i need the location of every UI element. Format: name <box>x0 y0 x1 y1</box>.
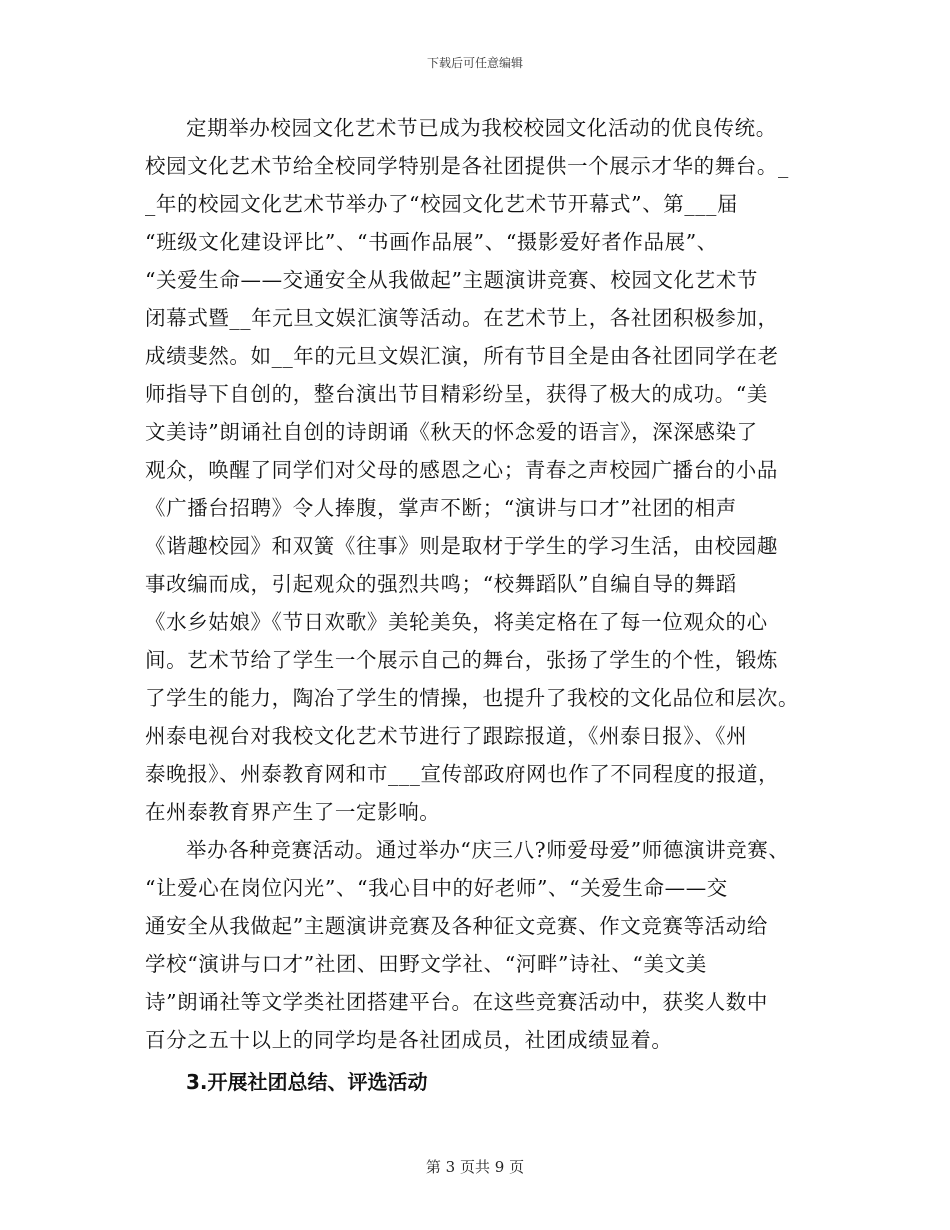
text-line: 观众，唤醒了同学们对父母的感恩之心；青春之声校园广播台的小品 <box>145 458 778 482</box>
text-line: 《水乡姑娘》《节日欢歌》美轮美奂，将美定格在了每一位观众的心 <box>145 610 768 634</box>
text-line: 学校“演讲与口才”社团、田野文学社、“河畔”诗社、“美文美 <box>145 952 707 976</box>
section-heading: 3.开展社团总结、评选活动 <box>186 1070 428 1094</box>
text-line: “关爱生命——交通安全从我做起”主题演讲竞赛、校园文化艺术节 <box>145 268 758 292</box>
text-line: 百分之五十以上的同学均是各社团成员，社团成绩显着。 <box>145 1028 673 1052</box>
text-line: 诗”朗诵社等文学类社团搭建平台。在这些竞赛活动中，获奖人数中 <box>145 990 768 1014</box>
text-line: 州泰电视台对我校文化艺术节进行了跟踪报道，《州泰日报》、《州 <box>145 724 748 748</box>
text-line: 《谐趣校园》和双簧《往事》则是取材于学生的学习生活，由校园趣 <box>145 534 778 558</box>
text-line: 泰晚报》、州泰教育网和市___宣传部政府网也作了不同程度的报道， <box>145 762 780 786</box>
text-line: 《广播台招聘》令人捧腹，掌声不断；“演讲与口才”社团的相声 <box>145 496 737 520</box>
page-header: 下载后可任意编辑 <box>426 56 523 70</box>
text-line: 间。艺术节给了学生一个展示自己的舞台，张扬了学生的个性，锻炼 <box>145 648 778 672</box>
text-line: 了学生的能力，陶冶了学生的情操，也提升了我校的文化品位和层次。 <box>145 686 800 710</box>
text-line: _年的校园文化艺术节举办了“校园文化艺术节开幕式”、第___届 <box>145 192 739 216</box>
text-line: 在州泰教育界产生了一定影响。 <box>145 800 441 824</box>
text-line: 师指导下自创的，整台演出节目精彩纷呈，获得了极大的成功。“美 <box>145 382 768 406</box>
text-line: 校园文化艺术节给全校同学特别是各社团提供一个展示才华的舞台。_ <box>145 154 789 178</box>
text-line: “班级文化建设评比”、“书画作品展”、“摄影爱好者作品展”、 <box>145 230 718 254</box>
text-line: 文美诗”朗诵社自创的诗朗诵《秋天的怀念爱的语言》，深深感染了 <box>145 420 758 444</box>
text-line: 事改编而成，引起观众的强烈共鸣；“校舞蹈队”自编自导的舞蹈 <box>145 572 737 596</box>
paragraph-1 <box>145 109 805 831</box>
text-line: “让爱心在岗位闪光”、“我心目中的好老师”、“关爱生命——交 <box>145 876 728 900</box>
page-footer: 第 3 页共 9 页 <box>425 1158 525 1176</box>
text-line: 定期举办校园文化艺术节已成为我校校园文化活动的优良传统。 <box>186 116 777 140</box>
text-line: 通安全从我做起”主题演讲竞赛及各种征文竞赛、作文竞赛等活动给 <box>145 914 768 938</box>
text-line: 举办各种竞赛活动。通过举办“庆三八?师爱母爱”师德演讲竞赛、 <box>186 838 790 862</box>
text-line: 闭幕式暨__年元旦文娱汇演等活动。在艺术节上，各社团积极参加， <box>145 306 779 330</box>
text-line: 成绩斐然。如__年的元旦文娱汇演，所有节目全是由各社团同学在老 <box>145 344 779 368</box>
document-body <box>145 109 805 1101</box>
paragraph-2 <box>145 831 805 1059</box>
